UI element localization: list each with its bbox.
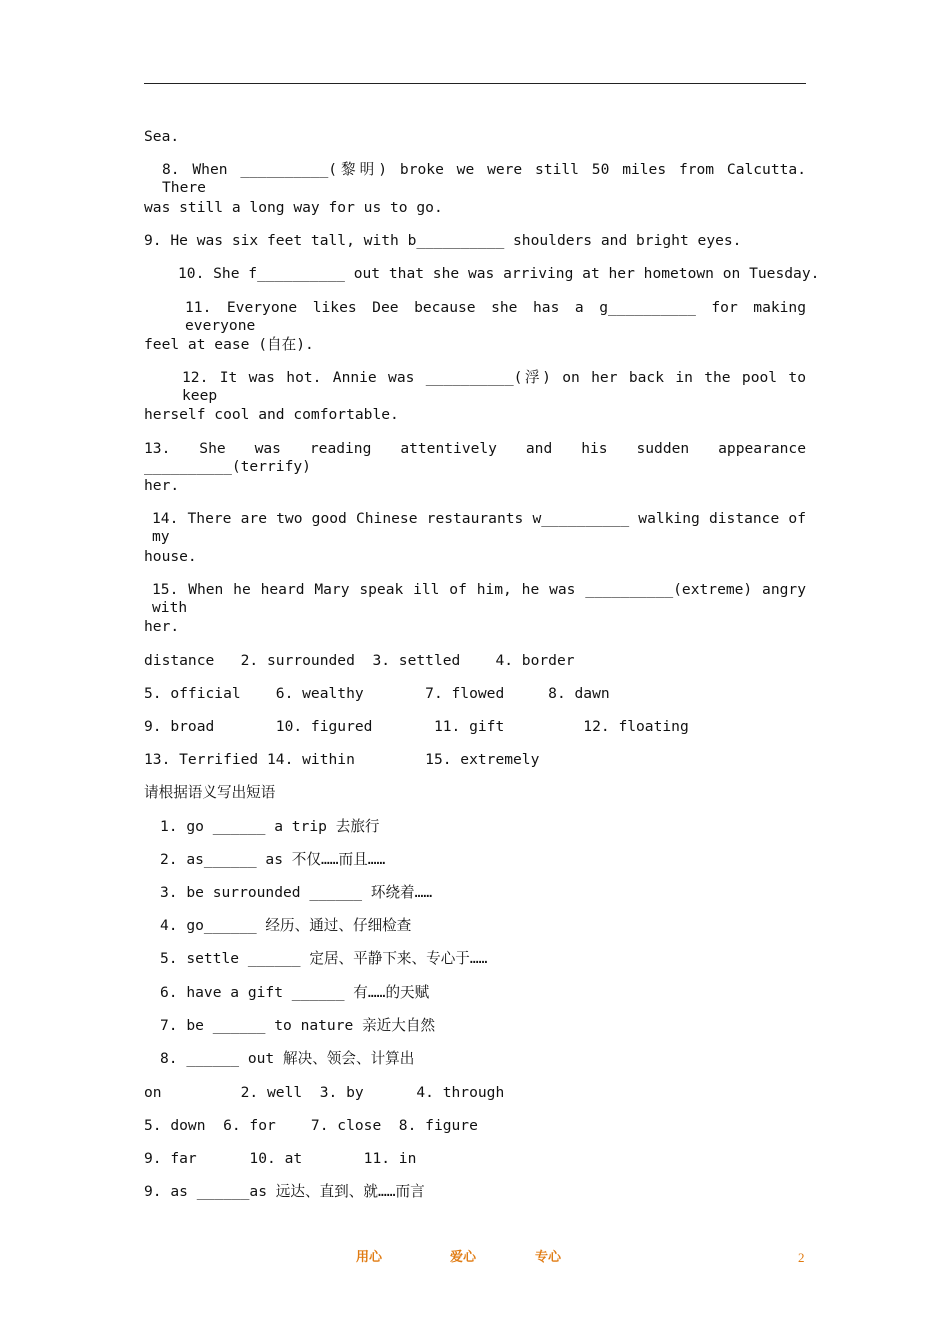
phrase-line: 1. go ______ a trip 去旅行 — [160, 818, 380, 835]
header-rule — [144, 83, 806, 84]
exercise-line: 15. When he heard Mary speak ill of him, he was __________(extreme) angry with — [152, 581, 806, 616]
exercise-line: 8. When __________(黎明) broke we were still 50 miles from Calcutta. There — [162, 161, 806, 196]
exercise-line: feel at ease (自在). — [144, 336, 314, 353]
exercise-line: 12. It was hot. Annie was __________(浮) on her back in the pool to keep — [182, 369, 806, 404]
answer-line: 9. as ______as 远达、直到、就……而言 — [144, 1183, 425, 1200]
phrase-line: 2. as______ as 不仅……而且…… — [160, 851, 386, 868]
exercise-line: 14. There are two good Chinese restaurants w__________ walking distance of my — [152, 510, 806, 545]
exercise-line: was still a long way for us to go. — [144, 199, 443, 216]
phrase-line: 4. go______ 经历、通过、仔细检查 — [160, 917, 412, 934]
phrase-line: 3. be surrounded ______ 环绕着…… — [160, 884, 433, 901]
exercise-line: house. — [144, 548, 197, 565]
footer-right-text: 专心 — [535, 1250, 562, 1265]
answer-line: on 2. well 3. by 4. through — [144, 1084, 505, 1101]
section-heading: 请根据语义写出短语 — [144, 784, 276, 801]
answer-line: 13. Terrified 14. within 15. extremely — [144, 751, 540, 768]
answer-line: 5. down 6. for 7. close 8. figure — [144, 1117, 478, 1134]
footer-middle-text: 爱心 — [450, 1250, 477, 1265]
page-number: 2 — [798, 1250, 805, 1265]
footer-left-text: 用心 — [356, 1250, 383, 1265]
phrase-line: 5. settle ______ 定居、平静下来、专心于…… — [160, 950, 488, 967]
phrase-line: 6. have a gift ______ 有……的天赋 — [160, 984, 430, 1001]
phrase-line: 8. ______ out 解决、领会、计算出 — [160, 1050, 415, 1067]
answer-line: distance 2. surrounded 3. settled 4. border — [144, 652, 575, 669]
exercise-line: 13. She was reading attentively and his sudden appearance __________(terrify) — [144, 440, 806, 475]
exercise-line: her. — [144, 618, 180, 635]
exercise-line: her. — [144, 477, 180, 494]
exercise-line: 10. She f__________ out that she was arriving at her hometown on Tuesday. — [178, 265, 820, 282]
exercise-line: herself cool and comfortable. — [144, 406, 399, 423]
answer-line: 9. far 10. at 11. in — [144, 1150, 417, 1167]
answer-line: 9. broad 10. figured 11. gift 12. floating — [144, 718, 689, 735]
answer-line: 5. official 6. wealthy 7. flowed 8. dawn — [144, 685, 610, 702]
exercise-line: 11. Everyone likes Dee because she has a g__________ for making everyone — [185, 299, 806, 334]
exercise-line: 9. He was six feet tall, with b__________ shoulders and bright eyes. — [144, 232, 742, 249]
phrase-line: 7. be ______ to nature 亲近大自然 — [160, 1017, 436, 1034]
exercise-line: Sea. — [144, 128, 180, 145]
